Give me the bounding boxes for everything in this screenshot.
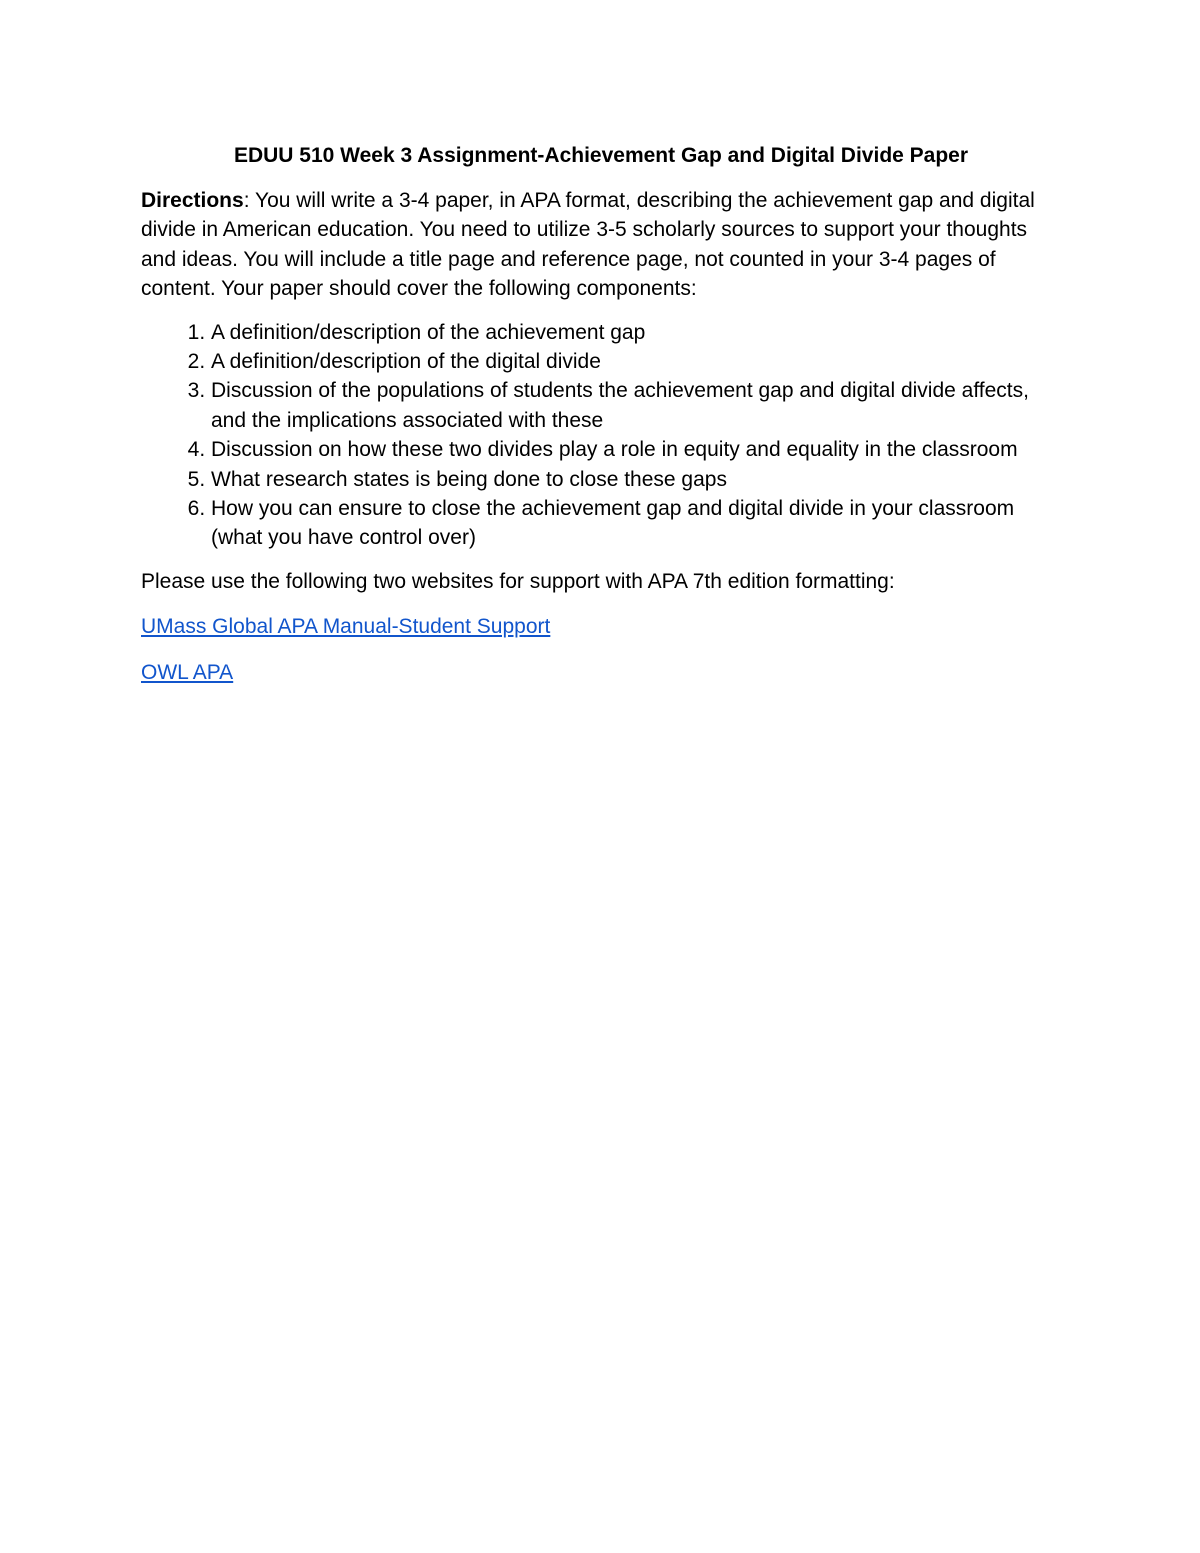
document-content <box>141 140 1061 687</box>
directions-text: : You will write a 3-4 paper, in APA format, describing the achievement gap and digital divide in American education. You need to utilize 3-5 scholarly sources to support your thoughts and ideas. You will include a title page and reference page, not counted in your 3-4 pages of content. Your paper should cover the following components: <box>141 189 1035 301</box>
list-item: 4. Discussion on how these two divides play a role in equity and equality in the classroom <box>211 435 1061 464</box>
list-item: 3. Discussion of the populations of students the achievement gap and digital divide affects, and the implications associated with these <box>211 376 1061 435</box>
list-item: 2. A definition/description of the digital divide <box>211 347 1061 376</box>
link-owl-line <box>141 658 1061 687</box>
document-title: EDUU 510 Week 3 Assignment-Achievement Gap and Digital Divide Paper <box>233 144 969 167</box>
umass-apa-link[interactable]: UMass Global APA Manual-Student Support <box>141 615 551 639</box>
support-paragraph: Please use the following two websites for support with APA 7th edition formatting: <box>141 569 895 593</box>
list-item: 1. A definition/description of the achievement gap <box>211 318 1061 347</box>
list-item: 5. What research states is being done to close these gaps <box>211 465 1061 494</box>
directions-label: Directions <box>141 189 244 212</box>
link-umass-line <box>141 612 1061 641</box>
list-item: 6. How you can ensure to close the achievement gap and digital divide in your classroom (what you have control over) <box>211 494 1061 553</box>
directions-paragraph <box>141 186 1061 304</box>
owl-apa-link[interactable]: OWL APA <box>141 660 234 684</box>
components-list <box>141 318 1061 553</box>
